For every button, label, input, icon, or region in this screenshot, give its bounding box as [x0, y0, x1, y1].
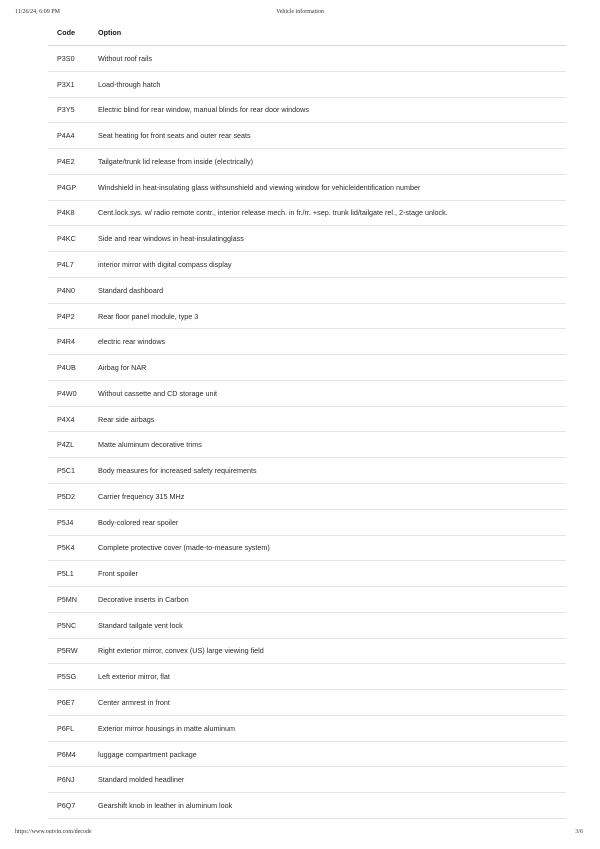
option-description: Standard molded headliner [89, 767, 566, 793]
option-code: P3X1 [48, 71, 89, 97]
table-row [48, 97, 566, 123]
table-row [48, 123, 566, 149]
option-code: P4UB [48, 355, 89, 381]
option-description: Load-through hatch [89, 71, 566, 97]
option-code: P4R4 [48, 329, 89, 355]
option-code: P4X4 [48, 406, 89, 432]
option-code: P6NJ [48, 767, 89, 793]
option-code: P4N0 [48, 277, 89, 303]
option-description: Body-colored rear spoiler [89, 509, 566, 535]
option-code: P4GP [48, 174, 89, 200]
table-row [48, 71, 566, 97]
option-code: P6FL [48, 715, 89, 741]
option-description: Without roof rails [89, 46, 566, 72]
table-row [48, 46, 566, 72]
option-code: P6E7 [48, 690, 89, 716]
option-code: P4P2 [48, 303, 89, 329]
table-row [48, 793, 566, 819]
option-description: Rear floor panel module, type 3 [89, 303, 566, 329]
option-code: P6Q7 [48, 793, 89, 819]
column-header-option: Option [89, 19, 566, 46]
option-code: P5RW [48, 638, 89, 664]
option-code: P5NC [48, 612, 89, 638]
table-row [48, 355, 566, 381]
option-code: P4K8 [48, 200, 89, 226]
option-description: Electric blind for rear window, manual blinds for rear door windows [89, 97, 566, 123]
option-code: P5SG [48, 664, 89, 690]
option-description: luggage compartment package [89, 741, 566, 767]
table-row [48, 174, 566, 200]
option-code: P5C1 [48, 458, 89, 484]
option-description: Front spoiler [89, 561, 566, 587]
table-row [48, 767, 566, 793]
table-row [48, 277, 566, 303]
option-code: P5L1 [48, 561, 89, 587]
option-description: Seat heating for front seats and outer rear seats [89, 123, 566, 149]
table-row [48, 715, 566, 741]
option-description: Without cassette and CD storage unit [89, 380, 566, 406]
option-code: P5J4 [48, 509, 89, 535]
table-row [48, 432, 566, 458]
option-description: Center armrest in front [89, 690, 566, 716]
vehicle-options-table [48, 19, 566, 819]
table-row [48, 406, 566, 432]
option-description: Left exterior mirror, flat [89, 664, 566, 690]
table-body [48, 46, 566, 819]
column-header-code: Code [48, 19, 89, 46]
option-code: P4A4 [48, 123, 89, 149]
option-code: P4KC [48, 226, 89, 252]
table-row [48, 535, 566, 561]
option-description: Carrier frequency 315 MHz [89, 484, 566, 510]
print-page-title: Vehicle information [276, 9, 324, 15]
table-row [48, 380, 566, 406]
option-description: Gearshift knob in leather in aluminum look [89, 793, 566, 819]
option-code: P5D2 [48, 484, 89, 510]
table-row [48, 690, 566, 716]
option-description: Matte aluminum decorative trims [89, 432, 566, 458]
table-row [48, 741, 566, 767]
option-description: Tailgate/trunk lid release from inside (electrically) [89, 149, 566, 175]
table-row [48, 200, 566, 226]
option-description: Exterior mirror housings in matte aluminum [89, 715, 566, 741]
table-row [48, 149, 566, 175]
option-description: Right exterior mirror, convex (US) large viewing field [89, 638, 566, 664]
table-row [48, 303, 566, 329]
option-description: Rear side airbags [89, 406, 566, 432]
table-row [48, 226, 566, 252]
option-code: P4W0 [48, 380, 89, 406]
option-description: Body measures for increased safety requirements [89, 458, 566, 484]
table-row [48, 484, 566, 510]
option-code: P4ZL [48, 432, 89, 458]
option-code: P6M4 [48, 741, 89, 767]
table-row [48, 509, 566, 535]
option-code: P4E2 [48, 149, 89, 175]
header-row [48, 19, 566, 46]
table-row [48, 458, 566, 484]
print-page-number: 3/6 [575, 829, 583, 835]
table-row [48, 252, 566, 278]
table-row [48, 329, 566, 355]
option-description: Standard tailgate vent lock [89, 612, 566, 638]
option-code: P3Y5 [48, 97, 89, 123]
option-description: Cent.lock.sys. w/ radio remote contr., interior release mech. in fr./rr. +sep. trunk lid/tailgate rel., 2-stage unlock. [89, 200, 566, 226]
table-row [48, 587, 566, 613]
print-url: https://www.outvin.com/decode [15, 829, 92, 835]
table-row [48, 561, 566, 587]
option-code: P3S0 [48, 46, 89, 72]
option-description: Complete protective cover (made-to-measure system) [89, 535, 566, 561]
table-row [48, 612, 566, 638]
option-description: electric rear windows [89, 329, 566, 355]
table-header [48, 19, 566, 46]
option-code: P5K4 [48, 535, 89, 561]
option-code: P5MN [48, 587, 89, 613]
option-description: Airbag for NAR [89, 355, 566, 381]
option-description: Windshield in heat-insulating glass withsunshield and viewing window for vehicleidentification number [89, 174, 566, 200]
option-description: Standard dashboard [89, 277, 566, 303]
print-datetime: 11/26/24, 6:09 PM [15, 9, 60, 15]
option-description: interior mirror with digital compass display [89, 252, 566, 278]
table-row [48, 638, 566, 664]
option-description: Decorative inserts in Carbon [89, 587, 566, 613]
table-row [48, 664, 566, 690]
option-code: P4L7 [48, 252, 89, 278]
option-description: Side and rear windows in heat-insulatingglass [89, 226, 566, 252]
